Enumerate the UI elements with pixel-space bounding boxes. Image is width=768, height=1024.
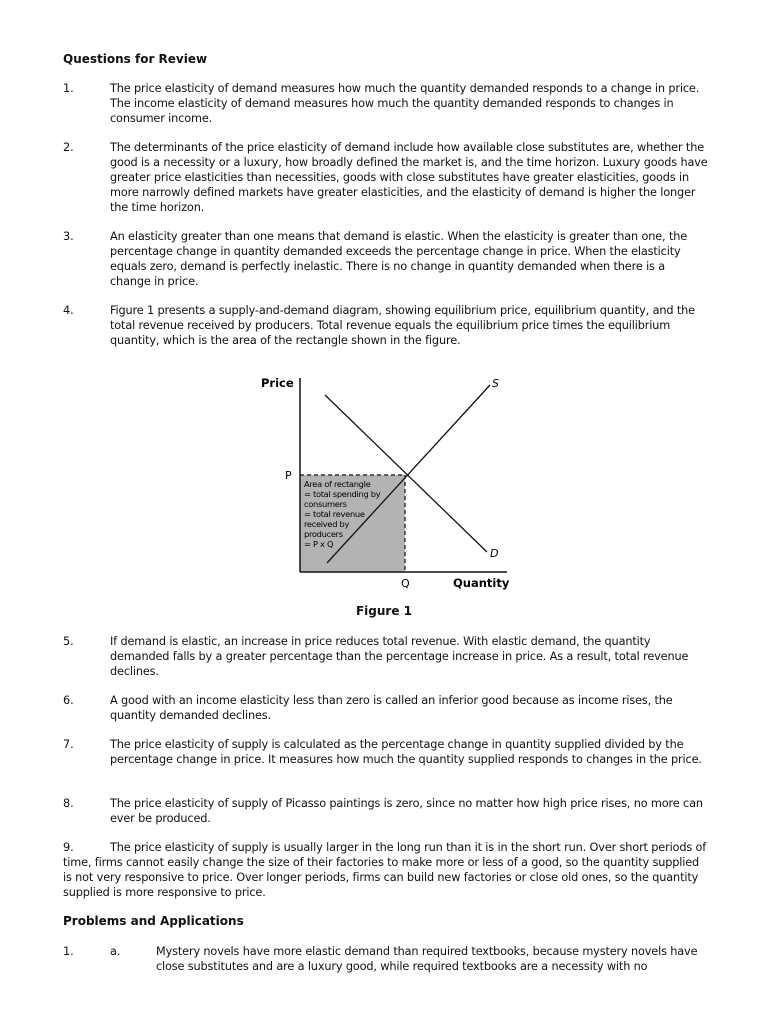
item-number: 9. xyxy=(63,841,74,854)
item-number: 6. xyxy=(63,694,74,707)
item-text: A good with an income elasticity less than zero is called an inferior good because as income rises, the quantity demanded declines. xyxy=(110,694,673,722)
note-line: = P x Q xyxy=(304,539,334,549)
question-7 xyxy=(63,737,708,767)
question-3 xyxy=(63,229,708,289)
q-label: Q xyxy=(401,577,410,590)
item-text: Figure 1 presents a supply-and-demand diagram, showing equilibrium price, equilibrium quantity, and the total revenue received by producers. Total revenue equals the equilibrium price times the equilibrium quantity, which is the area of the rectangle shown in the figure. xyxy=(110,304,695,347)
x-axis-label: Quantity xyxy=(453,576,510,590)
item-text: The price elasticity of supply of Picasso paintings is zero, since no matter how high price rises, no more can ever be produced. xyxy=(110,797,703,825)
note-line: Area of rectangle xyxy=(304,479,371,489)
item-text: The price elasticity of supply is calculated as the percentage change in quantity supplied divided by the percentage change in price. It measures how much the quantity supplied responds to changes in the price. xyxy=(110,738,702,766)
note-line: producers xyxy=(304,529,343,539)
item-number: 1. xyxy=(63,82,74,95)
item-text: If demand is elastic, an increase in price reduces total revenue. With elastic demand, the quantity demanded falls by a greater percentage than the percentage increase in price. As a result, total revenue declines. xyxy=(110,635,689,678)
question-8 xyxy=(63,796,708,826)
sub-item-letter: a. xyxy=(110,945,121,958)
supply-demand-diagram xyxy=(255,368,515,600)
item-number: 3. xyxy=(63,230,74,243)
item-text: An elasticity greater than one means that demand is elastic. When the elasticity is greater than one, the percentage change in quantity demanded exceeds the percentage change in price. When the elasticity equals zero, demand is perfectly inelastic. There is no change in quantity demanded when there is a change in price. xyxy=(110,230,688,288)
question-9 xyxy=(63,840,708,900)
problem-1a xyxy=(63,944,708,974)
supply-label: S xyxy=(492,377,499,390)
item-number: 5. xyxy=(63,635,74,648)
item-text: Mystery novels have more elastic demand than required textbooks, because mystery novels have close substitutes and are a luxury good, while required textbooks are a necessity with no xyxy=(156,945,698,973)
p-label: P xyxy=(285,469,292,482)
question-4 xyxy=(63,303,708,348)
note-line: = total revenue xyxy=(304,509,365,519)
supply-curve xyxy=(327,385,490,563)
item-text: The price elasticity of demand measures how much the quantity demanded responds to a change in price. The income elasticity of demand measures how much the quantity demanded responds to changes in consumer income. xyxy=(110,82,700,125)
section-heading-problems: Problems and Applications xyxy=(63,914,244,928)
figure-caption: Figure 1 xyxy=(355,604,413,618)
item-text: The determinants of the price elasticity of demand include how available close substitutes are, whether the good is a necessity or a luxury, how broadly defined the market is, and the time horizon. Luxury goods have greater price elasticities than necessities, goods with close substitutes have greater elasticities, goods in more narrowly defined markets have greater elasticities, and the elasticity of demand is higher the longer the time horizon. xyxy=(110,141,708,214)
item-number: 4. xyxy=(63,304,74,317)
note-line: = total spending by xyxy=(304,489,381,499)
section-heading-questions: Questions for Review xyxy=(63,52,208,66)
item-number: 1. xyxy=(63,945,74,958)
question-5 xyxy=(63,634,708,679)
question-1 xyxy=(63,81,708,126)
question-6 xyxy=(63,693,708,723)
note-line: consumers xyxy=(304,499,347,509)
question-2 xyxy=(63,140,708,215)
y-axis-label: Price xyxy=(261,376,294,390)
demand-label: D xyxy=(490,547,499,560)
item-number: 8. xyxy=(63,797,74,810)
item-text: The price elasticity of supply is usually larger in the long run than it is in the short run. Over short periods of time, firms cannot easily change the size of their factories to make more or less of a good, so the quantity supplied is not very responsive to price. Over longer periods, firms can build new factories or close old ones, so the quantity supplied is more responsive to price. xyxy=(63,841,707,899)
note-line: received by xyxy=(304,519,350,529)
item-number: 7. xyxy=(63,738,74,751)
item-number: 2. xyxy=(63,141,74,154)
figure-supply-demand xyxy=(255,368,515,600)
